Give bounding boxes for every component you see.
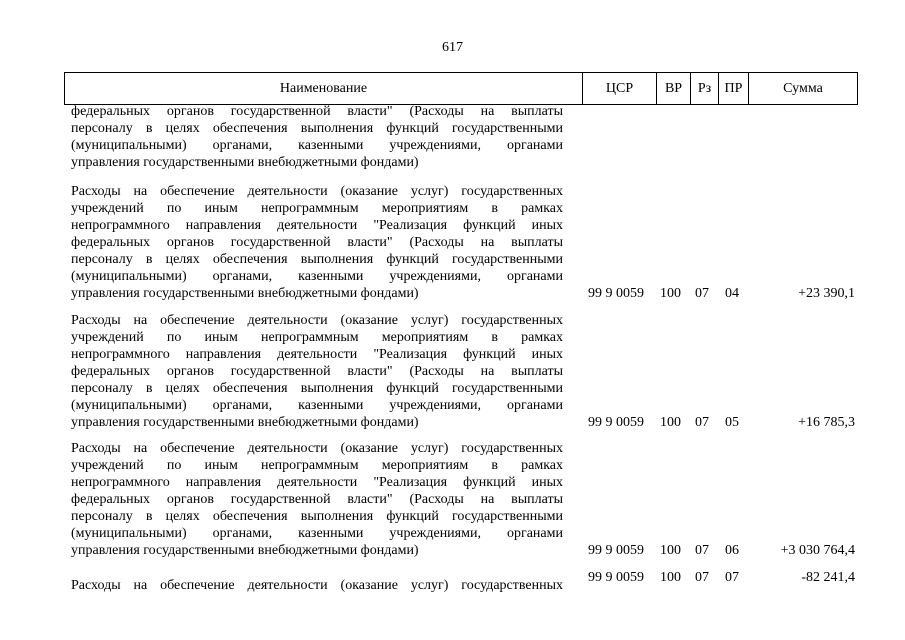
description-line: федеральных органов государственной власти" (Расходы на выплаты	[71, 235, 563, 250]
description-line: персоналу в целях обеспечения выполнения функций государственными	[71, 252, 563, 267]
header-vr: ВР	[656, 73, 690, 104]
row-rz: 07	[695, 570, 709, 585]
row-vr: 100	[660, 415, 681, 430]
description-line: учреждений по иным непрограммным мероприятиям в рамках	[71, 458, 563, 473]
description-line: учреждений по иным непрограммным мероприятиям в рамках	[71, 330, 563, 345]
description-line: (муниципальными) органами, казенными учреждениями, органами	[71, 269, 563, 284]
description-line: (муниципальными) органами, казенными учреждениями, органами	[71, 526, 563, 541]
row-rz: 07	[695, 543, 709, 558]
header-pr: ПР	[718, 73, 748, 104]
description-line: управления государственными внебюджетными фондами)	[71, 415, 419, 430]
row-description	[71, 312, 563, 431]
description-line: федеральных органов государственной власти" (Расходы на выплаты	[71, 104, 563, 119]
row-csr: 99 9 0059	[588, 570, 644, 585]
description-line: Расходы на обеспечение деятельности (оказание услуг) государственных	[71, 184, 563, 199]
row-description	[71, 103, 563, 171]
page-number: 617	[442, 40, 463, 55]
description-line: (муниципальными) органами, казенными учреждениями, органами	[71, 398, 563, 413]
row-sum: +16 785,3	[798, 415, 855, 430]
description-line: Расходы на обеспечение деятельности (оказание услуг) государственных	[71, 578, 563, 593]
row-rz: 07	[695, 415, 709, 430]
description-line: управления государственными внебюджетными фондами)	[71, 286, 419, 301]
row-vr: 100	[660, 570, 681, 585]
row-rz: 07	[695, 286, 709, 301]
header-sum: Сумма	[748, 73, 857, 104]
description-line: Расходы на обеспечение деятельности (оказание услуг) государственных	[71, 313, 563, 328]
description-line: персоналу в целях обеспечения выполнения функций государственными	[71, 509, 563, 524]
row-sum: +3 030 764,4	[780, 543, 855, 558]
row-sum: +23 390,1	[798, 286, 855, 301]
row-description	[71, 440, 563, 559]
description-line: персоналу в целях обеспечения выполнения функций государственными	[71, 381, 563, 396]
row-pr: 06	[725, 543, 739, 558]
header-name: Наименование	[279, 81, 368, 96]
row-csr: 99 9 0059	[588, 543, 644, 558]
description-line: непрограммного направления деятельности "Реализация функций иных	[71, 475, 563, 490]
row-vr: 100	[660, 286, 681, 301]
row-csr: 99 9 0059	[588, 286, 644, 301]
description-line: (муниципальными) органами, казенными учреждениями, органами	[71, 138, 563, 153]
description-line: учреждений по иным непрограммным мероприятиям в рамках	[71, 201, 563, 216]
description-line: персоналу в целях обеспечения выполнения функций государственными	[71, 121, 563, 136]
description-line: Расходы на обеспечение деятельности (оказание услуг) государственных	[71, 441, 563, 456]
row-sum: -82 241,4	[801, 570, 855, 585]
description-line: федеральных органов государственной власти" (Расходы на выплаты	[71, 364, 563, 379]
row-description	[71, 577, 563, 594]
header-csr: ЦСР	[582, 73, 656, 104]
header-rz: Рз	[690, 73, 718, 104]
description-line: федеральных органов государственной власти" (Расходы на выплаты	[71, 492, 563, 507]
description-line: управления государственными внебюджетными фондами)	[71, 155, 419, 170]
table-header	[64, 72, 858, 105]
description-line: управления государственными внебюджетными фондами)	[71, 543, 419, 558]
row-description	[71, 183, 563, 302]
row-pr: 07	[725, 570, 739, 585]
row-pr: 05	[725, 415, 739, 430]
row-vr: 100	[660, 543, 681, 558]
row-csr: 99 9 0059	[588, 415, 644, 430]
description-line: непрограммного направления деятельности "Реализация функций иных	[71, 347, 563, 362]
row-pr: 04	[725, 286, 739, 301]
description-line: непрограммного направления деятельности "Реализация функций иных	[71, 218, 563, 233]
